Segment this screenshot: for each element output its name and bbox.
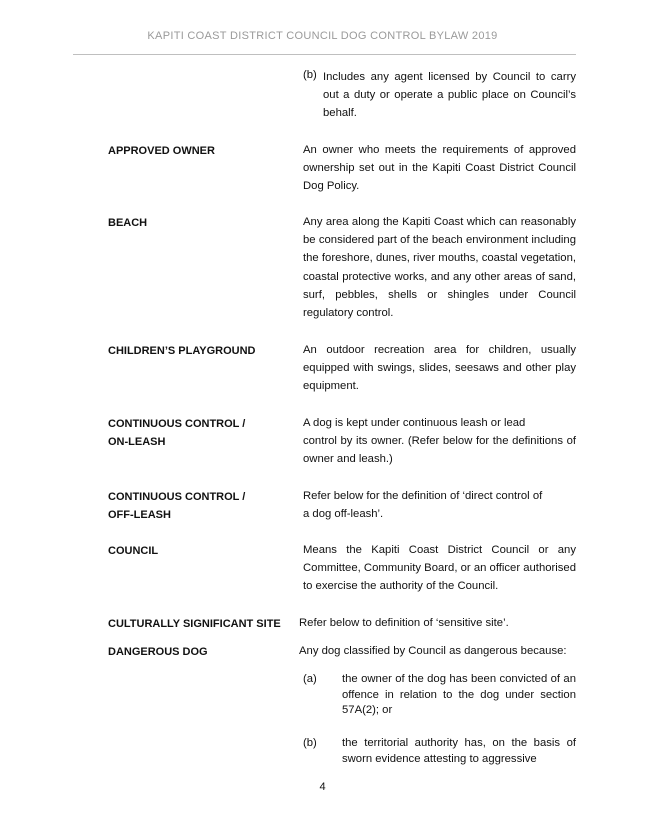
term-line: CONTINUOUS CONTROL / [108, 491, 246, 503]
definition-continuous-control-off-leash [303, 487, 576, 523]
definition-line: A dog is kept under continuous leash or lead [303, 417, 526, 429]
definition-line: a dog off-leash’. [303, 508, 384, 521]
term-council: COUNCIL [108, 545, 159, 557]
definition-line: control by its owner. (Refer below for the definitions of owner and leash.) [303, 435, 576, 466]
term-dangerous-dog: DANGEROUS DOG [108, 646, 208, 658]
definition-approved-owner: An owner who meets the requirements of approved ownership set out in the Kapiti Coast District Council Dog Policy. [303, 144, 576, 193]
definition-dangerous-dog: Any dog classified by Council as dangerous because: [299, 645, 567, 657]
header-divider [73, 54, 576, 55]
dangerous-dog-item-a [303, 672, 576, 719]
term-line: OFF-LEASH [108, 509, 171, 521]
term-approved-owner: APPROVED OWNER [108, 145, 215, 157]
page-number: 4 [319, 781, 326, 793]
term-line: CONTINUOUS CONTROL / [108, 418, 246, 430]
list-text: Includes any agent licensed by Council to carry out a duty or operate a public place on Council’s behalf. [323, 71, 576, 120]
term-continuous-control-on-leash [108, 415, 293, 451]
definition-culturally-significant-site: Refer below to definition of ‘sensitive site’. [299, 617, 509, 629]
term-childrens-playground: CHILDREN’S PLAYGROUND [108, 345, 256, 357]
list-label: (a) [303, 673, 317, 685]
term-culturally-significant-site: CULTURALLY SIGNIFICANT SITE [108, 618, 281, 630]
definition-continuous-control-on-leash [303, 414, 576, 469]
dangerous-dog-item-b [303, 736, 576, 767]
list-label: (b) [303, 737, 317, 749]
list-label: (b) [303, 69, 317, 81]
list-text: the owner of the dog has been convicted of an offence in relation to the dog under section 57A(2); or [342, 673, 576, 716]
definition-council: Means the Kapiti Coast District Council or any Committee, Community Board, or an officer authorised to exercise the authority of the Council. [303, 544, 576, 593]
definition-beach: Any area along the Kapiti Coast which can reasonably be considered part of the beach environment including the foreshore, dunes, river mouths, coastal vegetation, coastal protective works, and any other areas of sand, surf, pebbles, shells or shingles under Council regulatory control. [303, 216, 576, 320]
page-header: KAPITI COAST DISTRICT COUNCIL DOG CONTROL BYLAW 2019 [147, 30, 498, 42]
definition-childrens-playground: An outdoor recreation area for children, usually equipped with swings, slides, seesaws and other play equipment. [303, 344, 576, 393]
term-line: ON-LEASH [108, 436, 166, 448]
term-beach: BEACH [108, 217, 148, 229]
definition-line: Refer below for the definition of ‘direct control of [303, 490, 543, 502]
continued-list-item [303, 68, 576, 123]
list-text: the territorial authority has, on the basis of sworn evidence attesting to aggressive [342, 737, 576, 765]
term-continuous-control-off-leash [108, 488, 293, 524]
